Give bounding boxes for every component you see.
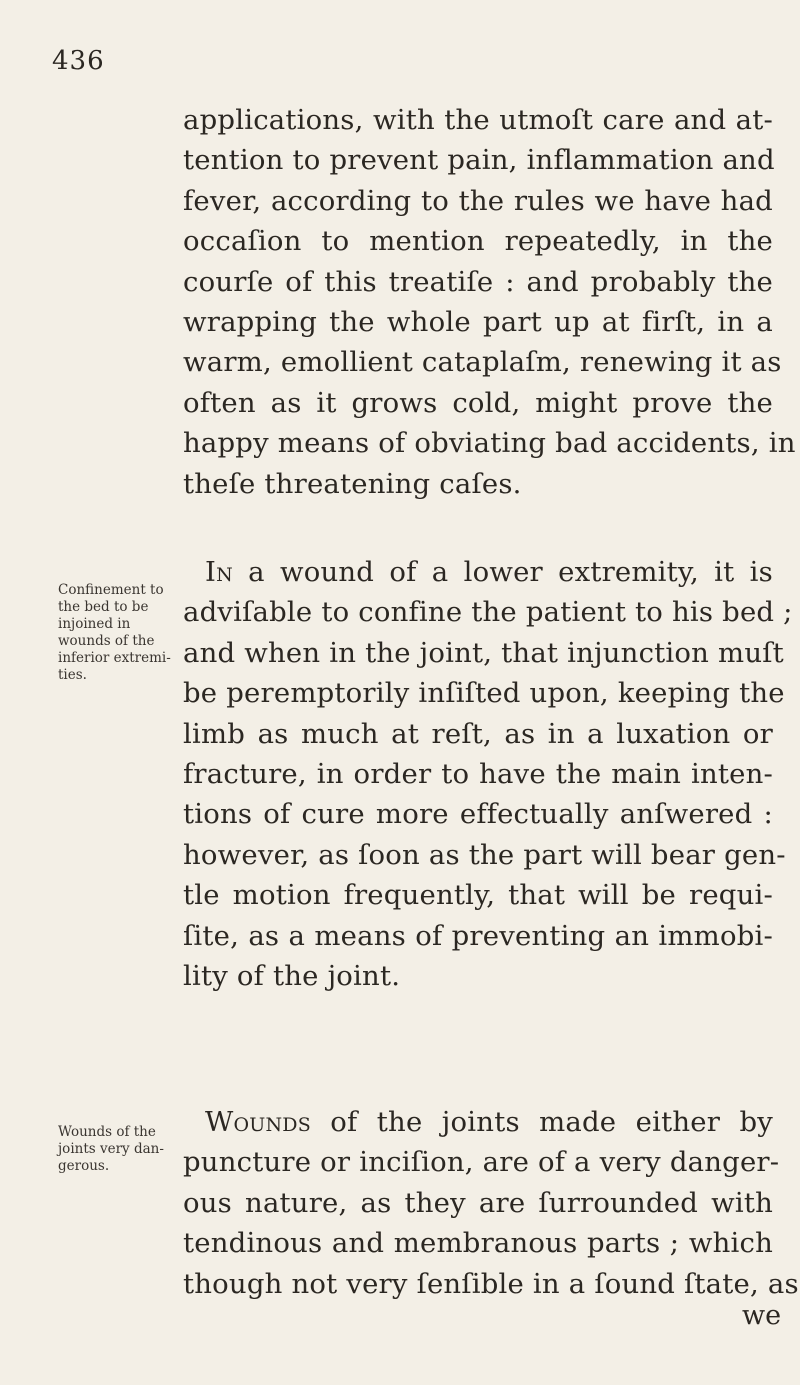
catchword: we [742, 1300, 782, 1331]
text-line: limb as much at reſt, as in a luxation or [183, 717, 773, 750]
text-line: be peremptorily inſiſted upon, keeping the [183, 677, 785, 710]
paragraph-3 [183, 1102, 799, 1304]
text-line: ous nature, as they are ſurrounded with [183, 1186, 773, 1219]
text-line: courſe of this treatiſe : and probably the [183, 265, 773, 298]
margin-note-line: gerous. [58, 1158, 110, 1174]
text-fragment: a wound of a lower extremity, it is [232, 556, 773, 588]
text-line [183, 552, 773, 592]
paragraph-1 [183, 100, 796, 504]
text-line: though not very ſenſible in a ſound ſtate, as [183, 1267, 799, 1300]
text-line: fracture, in order to have the main inten- [183, 758, 773, 791]
text-line: ſite, as a means of preventing an immobi- [183, 919, 773, 952]
margin-note-confinement [58, 582, 176, 684]
margin-note-line: inferior extremi- [58, 650, 171, 666]
text-line: occaſion to mention repeatedly, in the [183, 225, 773, 258]
text-line: tions of cure more effectually anſwered : [183, 798, 773, 831]
text-line: theſe threatening caſes. [183, 467, 522, 500]
margin-note-wounds [58, 1124, 176, 1175]
margin-note-line: Confinement to [58, 582, 164, 598]
text-fragment: of the joints made either by [310, 1106, 773, 1138]
text-line: wrapping the whole part up at firſt, in a [183, 306, 773, 339]
paragraph-2 [183, 552, 793, 996]
margin-note-line: injoined in [58, 616, 131, 632]
text-line: and when in the joint, that injunction muſt [183, 636, 784, 669]
text-line: often as it grows cold, might prove the [183, 386, 773, 419]
paragraph-lead: In [205, 556, 233, 588]
text-line: fever, according to the rules we have had [183, 184, 773, 217]
text-line: applications, with the utmoſt care and at- [183, 104, 773, 136]
margin-note-line: Wounds of the [58, 1124, 156, 1140]
paragraph-lead: Wounds [205, 1106, 311, 1138]
text-line: tention to prevent pain, inflammation and [183, 144, 775, 177]
text-line: happy means of obviating bad accidents, in [183, 427, 796, 460]
text-line: tle motion frequently, that will be requi- [183, 879, 773, 912]
text-line: lity of the joint. [183, 960, 401, 993]
text-line: puncture or inciſion, are of a very danger- [183, 1146, 780, 1179]
margin-note-line: joints very dan- [58, 1141, 164, 1157]
text-line: tendinous and membranous parts ; which [183, 1227, 773, 1260]
margin-note-line: wounds of the [58, 633, 155, 649]
text-line: however, as ſoon as the part will bear gen- [183, 838, 786, 871]
margin-note-line: ties. [58, 667, 87, 683]
text-line: adviſable to confine the patient to his bed ; [183, 596, 793, 629]
text-line: warm, emollient cataplaſm, renewing it as [183, 346, 782, 379]
margin-note-line: the bed to be [58, 599, 149, 615]
page-number: 436 [52, 46, 105, 76]
text-line [183, 1102, 773, 1142]
